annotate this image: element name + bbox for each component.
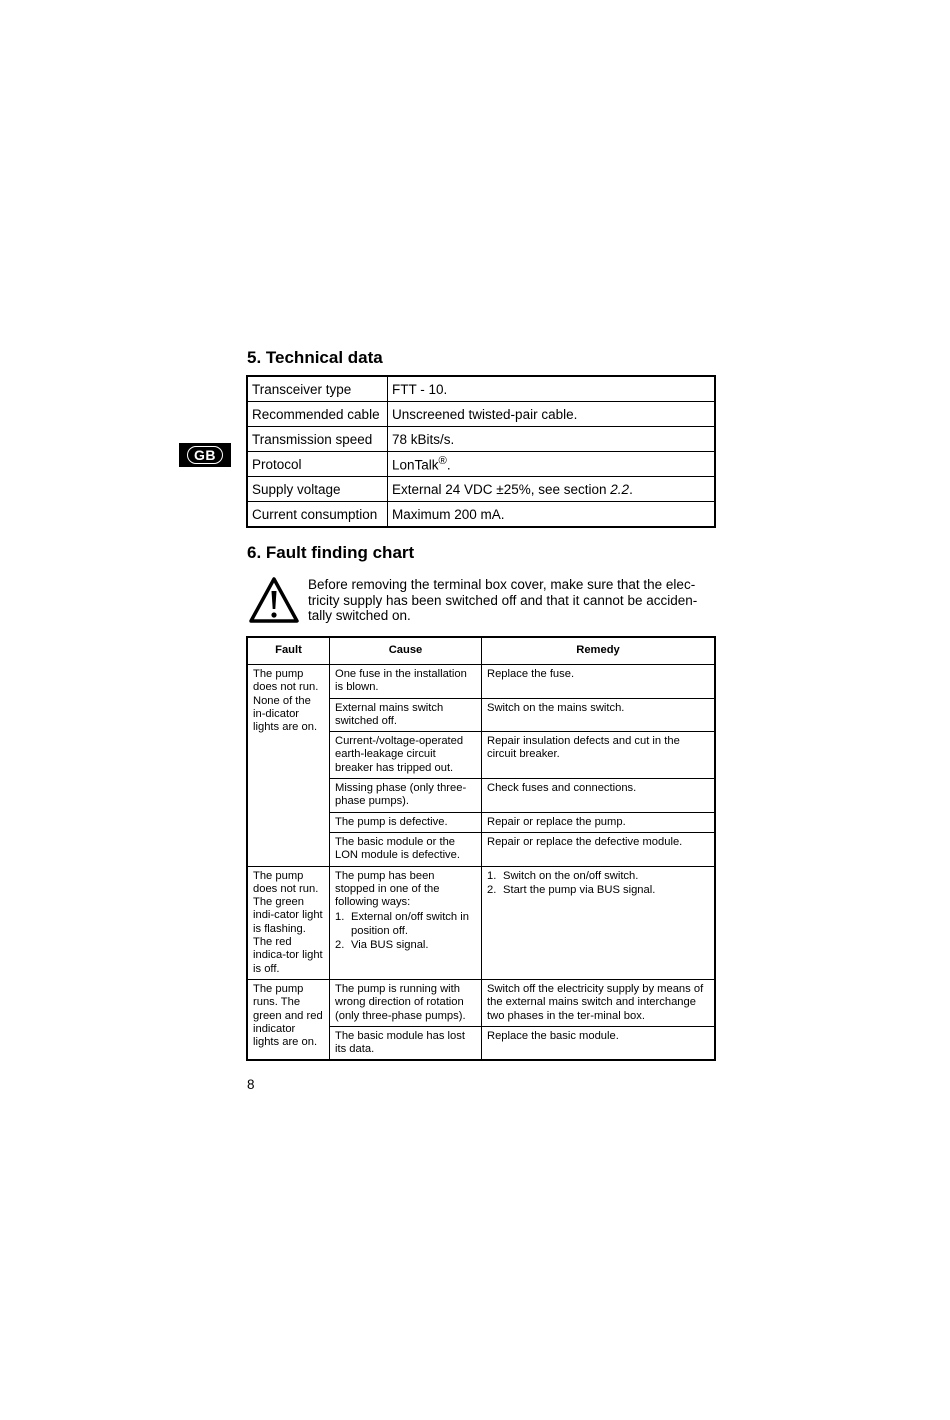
cause-cell: External mains switch switched off. [330,698,482,732]
warning-triangle-icon [248,576,300,624]
remedy-cell: Replace the fuse. [482,665,716,699]
list-number: 1. [335,911,345,924]
remedy-cell: Replace the basic module. [482,1026,716,1060]
remedy-column-header: Remedy [482,637,716,665]
cause-cell: The pump is defective. [330,812,482,832]
cause-cell [330,866,482,979]
list-item [335,911,476,938]
table-row [247,477,715,502]
cause-cell: The basic module has lost its data. [330,1026,482,1060]
fault-finding-table [246,636,716,1061]
tech-label: Current consumption [247,502,388,528]
list-text: Via BUS signal. [351,939,429,952]
table-row [247,979,715,1026]
registered-mark: ® [438,455,447,468]
protocol-name: LonTalk [392,457,439,473]
remedy-cell: Repair or replace the pump. [482,812,716,832]
table-row [247,502,715,528]
section-5-heading: 5. Technical data [247,348,383,367]
tech-label: Supply voltage [247,477,388,502]
list-item [335,939,476,952]
table-row [247,452,715,477]
remedy-list [487,870,709,898]
cause-cell: The basic module or the LON module is defective. [330,832,482,866]
table-row [247,427,715,452]
list-number: 2. [487,883,497,896]
warning-text: Before removing the terminal box cover, make sure that the elec-tricity supply has been switched off and that it cannot be acciden-tally switched on. [308,577,698,623]
remedy-cell [482,866,716,979]
list-number: 2. [335,939,345,952]
language-tab-label: GB [187,446,223,464]
table-row [247,402,715,427]
tech-value: FTT - 10. [388,376,716,402]
cause-cell: One fuse in the installation is blown. [330,665,482,699]
technical-data-table [246,375,716,528]
table-header-row [247,637,715,665]
cause-cell: Current-/voltage-operated earth-leakage circuit breaker has tripped out. [330,732,482,779]
tech-value [388,452,716,477]
list-text: Switch on the on/off switch. [503,869,639,882]
list-text: External on/off switch in position off. [351,911,469,937]
tech-label: Protocol [247,452,388,477]
cause-cell: Missing phase (only three-phase pumps). [330,779,482,813]
table-row [247,866,715,979]
tech-label: Recommended cable [247,402,388,427]
remedy-cell: Switch off the electricity supply by means of the external mains switch and interchange two phases in the ter-minal box. [482,979,716,1026]
cause-cell: The pump is running with wrong direction of rotation (only three-phase pumps). [330,979,482,1026]
section-reference: 2.2 [610,481,630,497]
tech-label: Transmission speed [247,427,388,452]
tech-value [388,477,716,502]
list-number: 1. [487,869,497,882]
list-text: Start the pump via BUS signal. [503,883,656,896]
table-row [247,376,715,402]
tech-label: Transceiver type [247,376,388,402]
remedy-cell: Repair or replace the defective module. [482,832,716,866]
protocol-tail: . [446,457,451,473]
fault-cell: The pump does not run. The green indi-cator light is flashing. The red indica-tor light is off. [247,866,330,979]
section-6-heading: 6. Fault finding chart [247,543,415,562]
list-item [487,870,709,883]
page-number: 8 [247,1077,255,1092]
fault-column-header: Fault [247,637,330,665]
remedy-cell: Switch on the mains switch. [482,698,716,732]
language-tab [179,443,231,467]
list-item [487,884,709,897]
tech-value: Unscreened twisted-pair cable. [388,402,716,427]
fault-cell: The pump runs. The green and red indicator lights are on. [247,979,330,1060]
remedy-cell: Check fuses and connections. [482,779,716,813]
fault-cell: The pump does not run. None of the in-dicator lights are on. [247,665,330,867]
supply-text: External 24 VDC ±25%, see section [392,481,611,497]
table-row [247,665,715,699]
cause-column-header: Cause [330,637,482,665]
cause-list [335,911,476,952]
tech-value: 78 kBits/s. [388,427,716,452]
supply-tail: . [629,481,633,497]
cause-intro: The pump has been stopped in one of the following ways: [335,869,440,909]
tech-value: Maximum 200 mA. [388,502,716,528]
remedy-cell: Repair insulation defects and cut in the circuit breaker. [482,732,716,779]
